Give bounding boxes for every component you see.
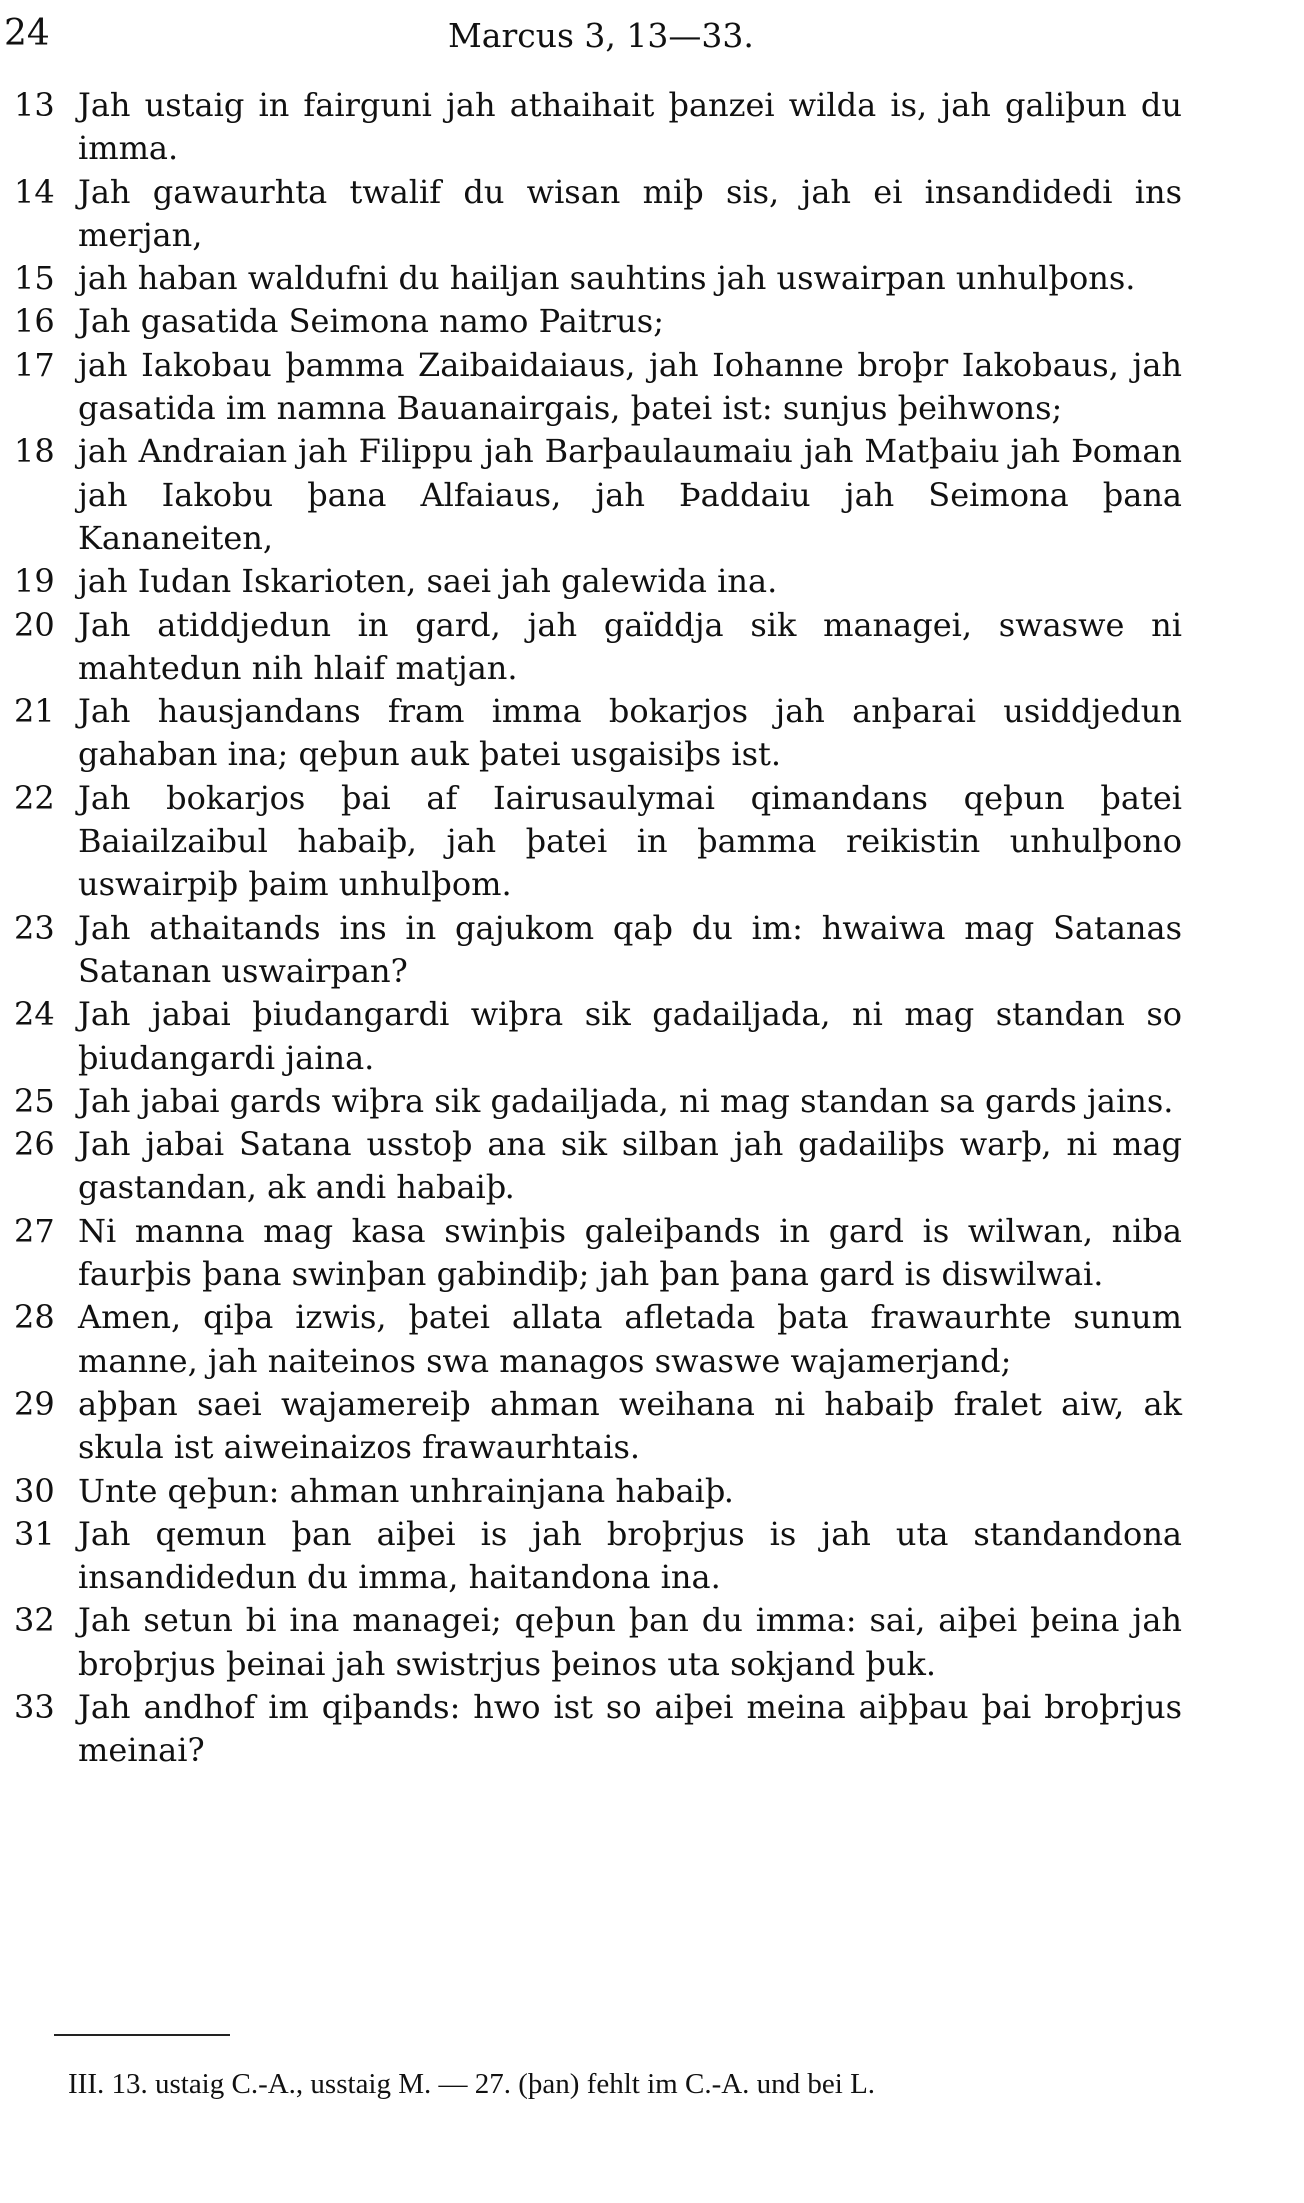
verse-number: 28 bbox=[14, 1298, 55, 1337]
verse bbox=[0, 171, 1304, 258]
verse-list bbox=[0, 84, 1304, 1773]
verse-number: 21 bbox=[14, 692, 55, 731]
verse-number: 32 bbox=[14, 1601, 55, 1640]
verse bbox=[0, 560, 1304, 603]
verse-text: Jah jabai þiudangardi wiþra sik gadailjada, ni mag standan so þiudangardi jaina. bbox=[78, 995, 1182, 1077]
verse-text: Jah jabai Satana usstoþ ana sik silban jah gadailiþs warþ, ni mag gastandan, ak andi habaiþ. bbox=[78, 1125, 1182, 1207]
verse-number: 23 bbox=[14, 908, 55, 947]
verse-text: Jah bokarjos þai af Iairusaulymai qimandans qeþun þatei Baiailzaibul habaiþ, jah þatei in þamma reikistin unhulþono uswairpiþ þaim unhulþom. bbox=[78, 778, 1182, 904]
verse bbox=[0, 344, 1304, 431]
verse-number: 24 bbox=[14, 995, 55, 1034]
verse-number: 33 bbox=[14, 1687, 55, 1726]
verse-text: Jah qemun þan aiþei is jah broþrjus is jah uta standandona insandidedun du imma, haitandona ina. bbox=[78, 1514, 1182, 1597]
verse-text: Unte qeþun: ahman unhrainjana habaiþ. bbox=[78, 1471, 734, 1510]
verse bbox=[0, 257, 1304, 300]
verse-text: Jah hausjandans fram imma bokarjos jah anþarai usiddjedun gahaban ina; qeþun auk þatei usgaisiþs ist. bbox=[78, 692, 1182, 774]
verse-text: jah Iudan Iskarioten, saei jah galewida ina. bbox=[78, 562, 778, 601]
verse-text: jah Iakobau þamma Zaibaidaiaus, jah Iohanne broþr Iakobaus, jah gasatida im namna Bauanairgais, þatei ist: sunjus þeihwons; bbox=[78, 345, 1182, 428]
verse-text: Jah atiddjedun in gard, jah gaïddja sik managei, swaswe ni mahtedun nih hlaif matjan. bbox=[78, 605, 1182, 687]
footnote: III. 13. ustaig C.-A., usstaig M. — 27. (þan) fehlt im C.-A. und bei L. bbox=[68, 2068, 876, 2100]
verse-number: 25 bbox=[14, 1081, 55, 1120]
verse-number: 13 bbox=[14, 86, 55, 124]
verse bbox=[0, 777, 1304, 907]
verse-text: Amen, qiþa izwis, þatei allata afletada þata frawaurhte sunum manne, jah naiteinos swa managos swaswe wajamerjand; bbox=[78, 1298, 1182, 1380]
verse-number: 15 bbox=[14, 259, 55, 298]
footnote-divider bbox=[54, 2034, 230, 2036]
page-number: 24 bbox=[4, 13, 50, 54]
verse bbox=[0, 1470, 1304, 1513]
verse-text: Ni manna mag kasa swinþis galeiþands in gard is wilwan, niba faurþis þana swinþan gabindiþ; jah þan þana gard is diswilwai. bbox=[78, 1211, 1182, 1294]
verse bbox=[0, 1599, 1304, 1686]
verse-text: jah haban waldufni du hailjan sauhtins jah uswairpan unhulþons. bbox=[78, 259, 1136, 298]
verse-number: 26 bbox=[14, 1125, 55, 1164]
verse bbox=[0, 907, 1304, 994]
verse-text: Jah setun bi ina managei; qeþun þan du imma: sai, aiþei þeina jah broþrjus þeinai jah swistrjus þeinos uta sokjand þuk. bbox=[78, 1601, 1182, 1683]
verse bbox=[0, 690, 1304, 777]
verse-text: Jah gawaurhta twalif du wisan miþ sis, jah ei insandidedi ins merjan, bbox=[78, 172, 1182, 254]
verse-text: aþþan saei wajamereiþ ahman weihana ni habaiþ fralet aiw, ak skula ist aiweinaizos frawaurhtais. bbox=[78, 1384, 1182, 1467]
verse-text: Jah andhof im qiþands: hwo ist so aiþei meina aiþþau þai broþrjus meinai? bbox=[78, 1687, 1182, 1770]
running-head bbox=[0, 12, 1304, 56]
verse-number: 22 bbox=[14, 778, 55, 817]
verse bbox=[0, 300, 1304, 343]
verse bbox=[0, 1383, 1304, 1470]
verse-number: 17 bbox=[14, 345, 55, 384]
verse-text: Jah jabai gards wiþra sik gadailjada, ni mag standan sa gards jains. bbox=[78, 1081, 1174, 1120]
verse bbox=[0, 1080, 1304, 1123]
verse-text: Jah athaitands ins in gajukom qaþ du im: hwaiwa mag Satanas Satanan uswairpan? bbox=[78, 908, 1182, 990]
verse bbox=[0, 84, 1304, 171]
running-head-title: Marcus 3, 13—33. bbox=[448, 16, 754, 55]
verse bbox=[0, 1513, 1304, 1600]
verse-text: Jah gasatida Seimona namo Paitrus; bbox=[78, 302, 664, 341]
verse-number: 29 bbox=[14, 1384, 55, 1423]
verse bbox=[0, 604, 1304, 691]
verse bbox=[0, 1686, 1304, 1773]
verse bbox=[0, 1210, 1304, 1297]
verse bbox=[0, 1296, 1304, 1383]
verse-text: Jah ustaig in fairguni jah athaihait þanzei wilda is, jah galiþun du imma. bbox=[78, 86, 1182, 168]
verse-number: 20 bbox=[14, 605, 55, 644]
verse-number: 18 bbox=[14, 432, 55, 471]
verse-number: 14 bbox=[14, 172, 55, 211]
verse-number: 27 bbox=[14, 1211, 55, 1250]
verse-number: 31 bbox=[14, 1514, 55, 1553]
verse-number: 19 bbox=[14, 562, 55, 601]
verse bbox=[0, 993, 1304, 1080]
verse bbox=[0, 430, 1304, 560]
verse bbox=[0, 1123, 1304, 1210]
verse-number: 30 bbox=[14, 1471, 55, 1510]
verse-text: jah Andraian jah Filippu jah Barþaulaumaiu jah Matþaiu jah Þoman jah Iakobu þana Alfaiaus, jah Þaddaiu jah Seimona þana Kananeiten, bbox=[78, 432, 1182, 557]
verse-number: 16 bbox=[14, 302, 55, 341]
